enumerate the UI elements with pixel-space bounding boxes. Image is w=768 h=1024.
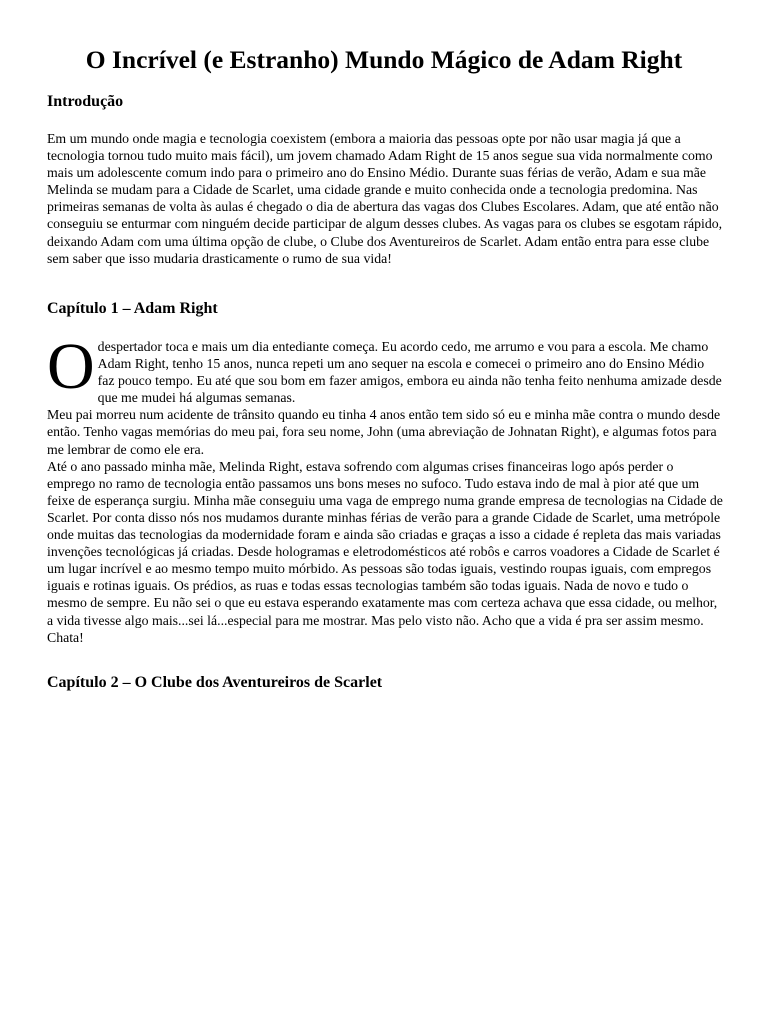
chapter-1-heading: Capítulo 1 – Adam Right bbox=[47, 300, 218, 317]
chapter-1-paragraph-2: Meu pai morreu num acidente de trânsito quando eu tinha 4 anos então tem sido só eu e minha mãe contra o mundo desde então. Tenho vagas memórias do meu pai, fora seu nome, John (uma abreviação de Johnatan Right), e algumas fotos para me lembrar de como ele era. bbox=[47, 407, 721, 457]
intro-paragraph: Em um mundo onde magia e tecnologia coexistem (embora a maioria das pessoas opte por não usar magia já que a tecnologia tornou tudo muito mais fácil), um jovem chamado Adam Right de 15 anos segue sua vida normalmente como mais um adolescente comum indo para o primeiro ano do Ensino Médio. Durante suas férias de verão, Adam e sua mãe Melinda se mudam para a Cidade de Scarlet, uma cidade grande e muito conhecida onde a tecnologia predomina. Nas primeiras semanas de volta às aulas é chegado o dia de abertura das vagas dos Clubes Escolares. Adam, que até então não conseguiu se enturmar com ninguém decide participar de algum desses clubes. As vagas para os clubes se esgotam rápido, deixando Adam com uma última opção de clube, o Clube dos Aventureiros de Scarlet. Adam então entra para esse clube sem saber que isso mudaria drasticamente o rumo de sua vida! bbox=[47, 131, 723, 266]
chapter-1-paragraph-3: Até o ano passado minha mãe, Melinda Right, estava sofrendo com algumas crises financeiras logo após perder o emprego no ramo de tecnologia então passamos uns bons meses no sufoco. Tudo estava indo de mal à pior até que um feixe de esperança surgiu. Minha mãe conseguiu uma vaga de emprego numa grande empresa de tecnologias na Cidade de Scarlet. Por conta disso nós nos mudamos durante minhas férias de verão para a grande Cidade de Scarlet, uma metrópole onde muitas das tecnologias da modernidade foram e ainda são criadas e graças a isso a cidade é repleta das mais variadas invenções tecnológicas já criadas. Desde hologramas e eletrodomésticos até robôs e carros voadores a Cidade de Scarlet é um lugar incrível e ao mesmo tempo muito mórbido. As pessoas são todas iguais, vestindo roupas iguais, com empregos iguais e rotinas iguais. Os prédios, as ruas e todas essas tecnologias também são todas iguais. Nada de novo e tudo o mesmo de sempre. Eu não sei o que eu estava esperando exatamente mas com certeza achava que essa cidade, ou melhor, a vida tivesse algo mais...sei lá...especial para me mostrar. Mas pelo visto não. Acho que a vida é pra ser assim mesmo. Chata! bbox=[47, 458, 723, 645]
chapter-1-body bbox=[47, 330, 723, 646]
chapter-1-paragraph-1: despertador toca e mais um dia entediante começa. Eu acordo cedo, me arrumo e vou para a escola. Me chamo Adam Right, tenho 15 anos, nunca repeti um ano sequer na escola e comecei o primeiro ano do Ensino Médio faz pouco tempo. Eu até que sou bom em fazer amigos, embora eu ainda não tenha feito nenhuma amizade desde que me mudei há algumas semanas. bbox=[97, 339, 722, 406]
intro-heading: Introdução bbox=[47, 93, 124, 110]
chapter-2-heading: Capítulo 2 – O Clube dos Aventureiros de Scarlet bbox=[47, 674, 383, 691]
drop-cap: O bbox=[47, 330, 95, 403]
document-title: O Incrível (e Estranho) Mundo Mágico de Adam Right bbox=[85, 45, 683, 74]
